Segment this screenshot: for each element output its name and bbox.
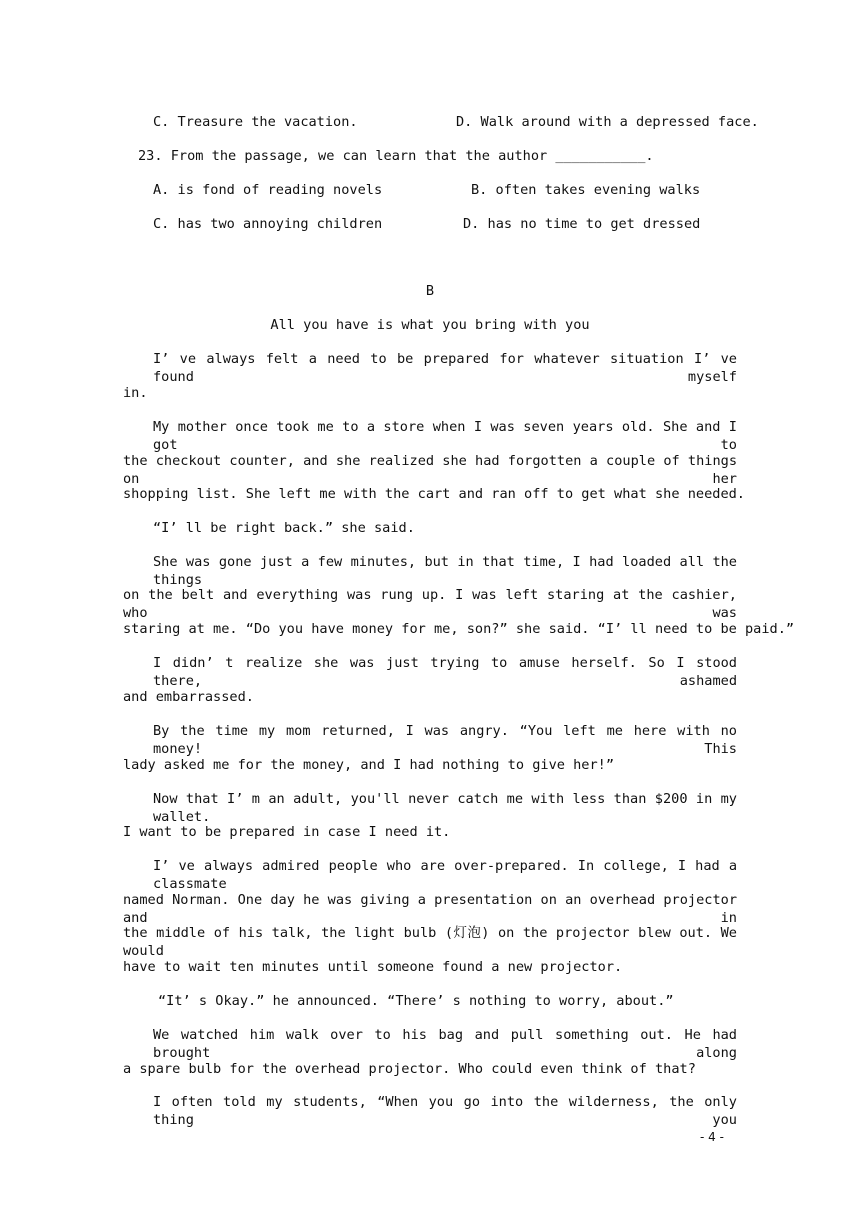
passage-line: in. [123,385,148,401]
passage-line: shopping list. She left me with the cart and ran off to get what she needed. [123,486,745,502]
passage-line: I often told my students, “When you go into the wilderness, the only thing you [153,1094,737,1128]
passage-line: We watched him walk over to his bag and pull something out. He had brought along [153,1027,737,1061]
passage-line: By the time my mom returned, I was angry. “You left me here with no money! This [153,723,737,757]
passage-line: I want to be prepared in case I need it. [123,824,451,840]
passage-line: I didn’ t realize she was just trying to amuse herself. So I stood there, ashamed [153,655,737,689]
section-label: B [425,283,435,299]
passage-line: Now that I’ m an adult, you'll never catch me with less than $200 in my wallet. [153,791,737,825]
passage-line: I’ ve always admired people who are over-prepared. In college, I had a classmate [153,858,737,892]
passage-line: “It’ s Okay.” he announced. “There’ s nothing to worry, about.” [158,993,674,1009]
passage-line: lady asked me for the money, and I had nothing to give her!” [123,757,615,773]
passage-line: “I’ ll be right back.” she said. [153,520,415,536]
passage-line: I’ ve always felt a need to be prepared for whatever situation I’ ve found myself [153,351,737,385]
passage-line: on the belt and everything was rung up. I was left staring at the cashier, who was [123,587,737,621]
q23-option-c: C. has two annoying children [153,216,383,232]
passage-line: staring at me. “Do you have money for me, son?” she said. “I’ ll need to be paid.” [123,621,795,637]
q23-option-d: D. has no time to get dressed [463,216,701,232]
passage-title: All you have is what you bring with you [270,317,590,333]
passage-line: have to wait ten minutes until someone found a new projector. [123,959,623,975]
passage-line: My mother once took me to a store when I was seven years old. She and I got to [153,419,737,453]
q22-option-d: D. Walk around with a depressed face. [456,114,759,130]
q23-option-b: B. often takes evening walks [471,182,701,198]
page-number: - 4 - [700,1130,724,1144]
passage-line: the checkout counter, and she realized she had forgotten a couple of things on her [123,453,737,487]
q23-stem: 23. From the passage, we can learn that the author ___________. [138,148,654,164]
passage-line: the middle of his talk, the light bulb (灯泡) on the projector blew out. We would [123,925,737,959]
passage-line: a spare bulb for the overhead projector. Who could even think of that? [123,1061,696,1077]
q23-option-a: A. is fond of reading novels [153,182,383,198]
passage-line: She was gone just a few minutes, but in that time, I had loaded all the things [153,554,737,588]
passage-line: and embarrassed. [123,689,254,705]
passage-line: named Norman. One day he was giving a presentation on an overhead projector and in [123,892,737,926]
q22-option-c: C. Treasure the vacation. [153,114,358,130]
